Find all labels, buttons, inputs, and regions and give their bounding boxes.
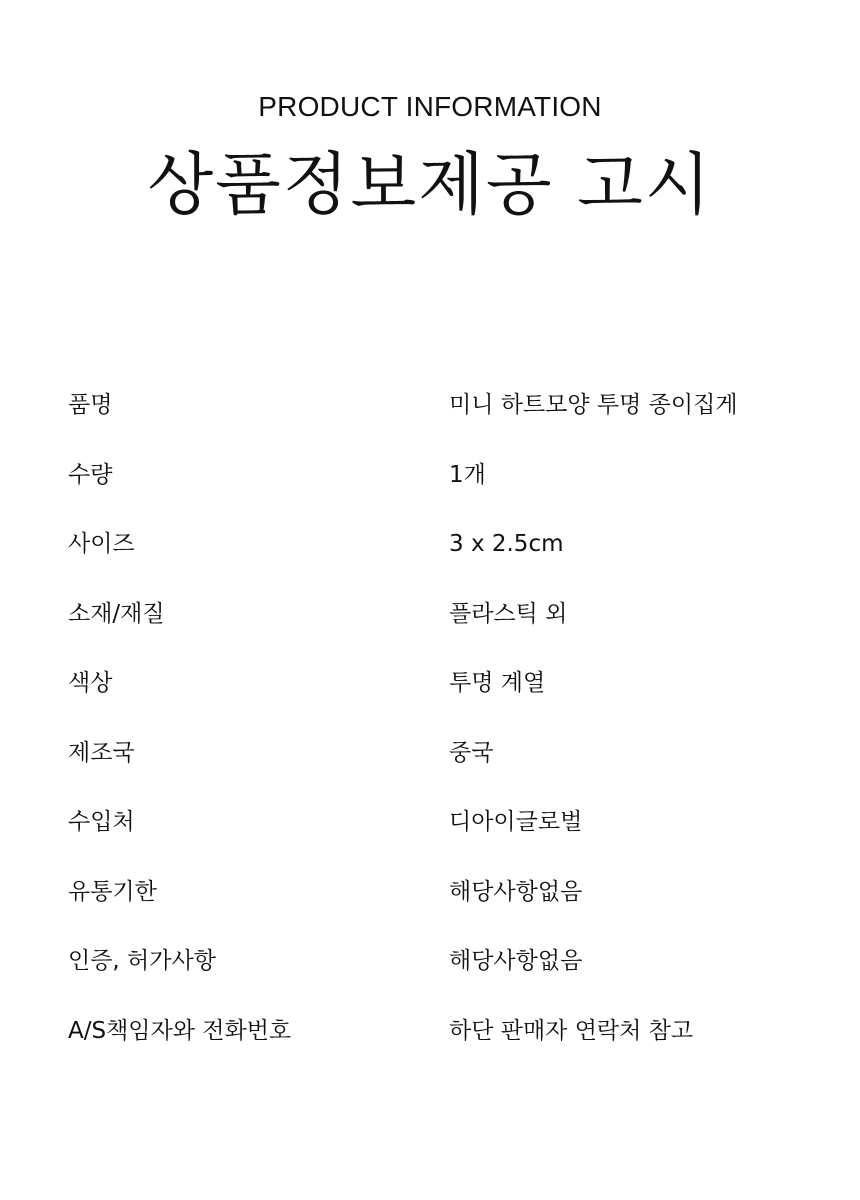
page-subtitle: PRODUCT INFORMATION xyxy=(258,91,602,122)
info-row-material xyxy=(68,581,808,651)
info-value: 디아이글로벌 xyxy=(449,809,583,835)
info-value: 투명 계열 xyxy=(449,670,546,696)
info-label: 소재/재질 xyxy=(68,600,165,627)
info-value: 해당사항없음 xyxy=(449,878,583,905)
info-label: 인증, 허가사항 xyxy=(68,948,216,974)
info-value: 미니 하트모양 투명 종이집게 xyxy=(449,392,738,418)
info-value: 하단 판매자 연락처 참고 xyxy=(449,1017,694,1044)
info-row-size xyxy=(68,511,808,581)
info-label: 수량 xyxy=(68,461,113,488)
info-label: 수입처 xyxy=(68,809,135,835)
info-row-country xyxy=(68,720,808,790)
info-value: 1개 xyxy=(449,461,486,488)
info-value: 해당사항없음 xyxy=(449,948,583,974)
info-label: 품명 xyxy=(68,392,113,418)
info-value: 3 x 2.5cm xyxy=(449,531,564,557)
page-header xyxy=(0,88,860,228)
info-row-quantity xyxy=(68,442,808,512)
info-row-as-contact xyxy=(68,998,808,1068)
info-value: 중국 xyxy=(449,739,494,766)
info-row-product-name xyxy=(68,372,808,442)
product-info-table xyxy=(68,372,808,1067)
info-label: 색상 xyxy=(68,670,113,696)
info-label: 유통기한 xyxy=(68,878,157,905)
info-row-certification xyxy=(68,928,808,998)
info-label: A/S책임자와 전화번호 xyxy=(68,1017,292,1044)
info-label: 사이즈 xyxy=(68,531,135,557)
info-value: 플라스틱 외 xyxy=(449,600,568,627)
info-row-color xyxy=(68,650,808,720)
page-title: 상품정보제공 고시 xyxy=(147,146,713,225)
info-label: 제조국 xyxy=(68,739,135,766)
info-row-importer xyxy=(68,789,808,859)
info-row-expiry xyxy=(68,859,808,929)
